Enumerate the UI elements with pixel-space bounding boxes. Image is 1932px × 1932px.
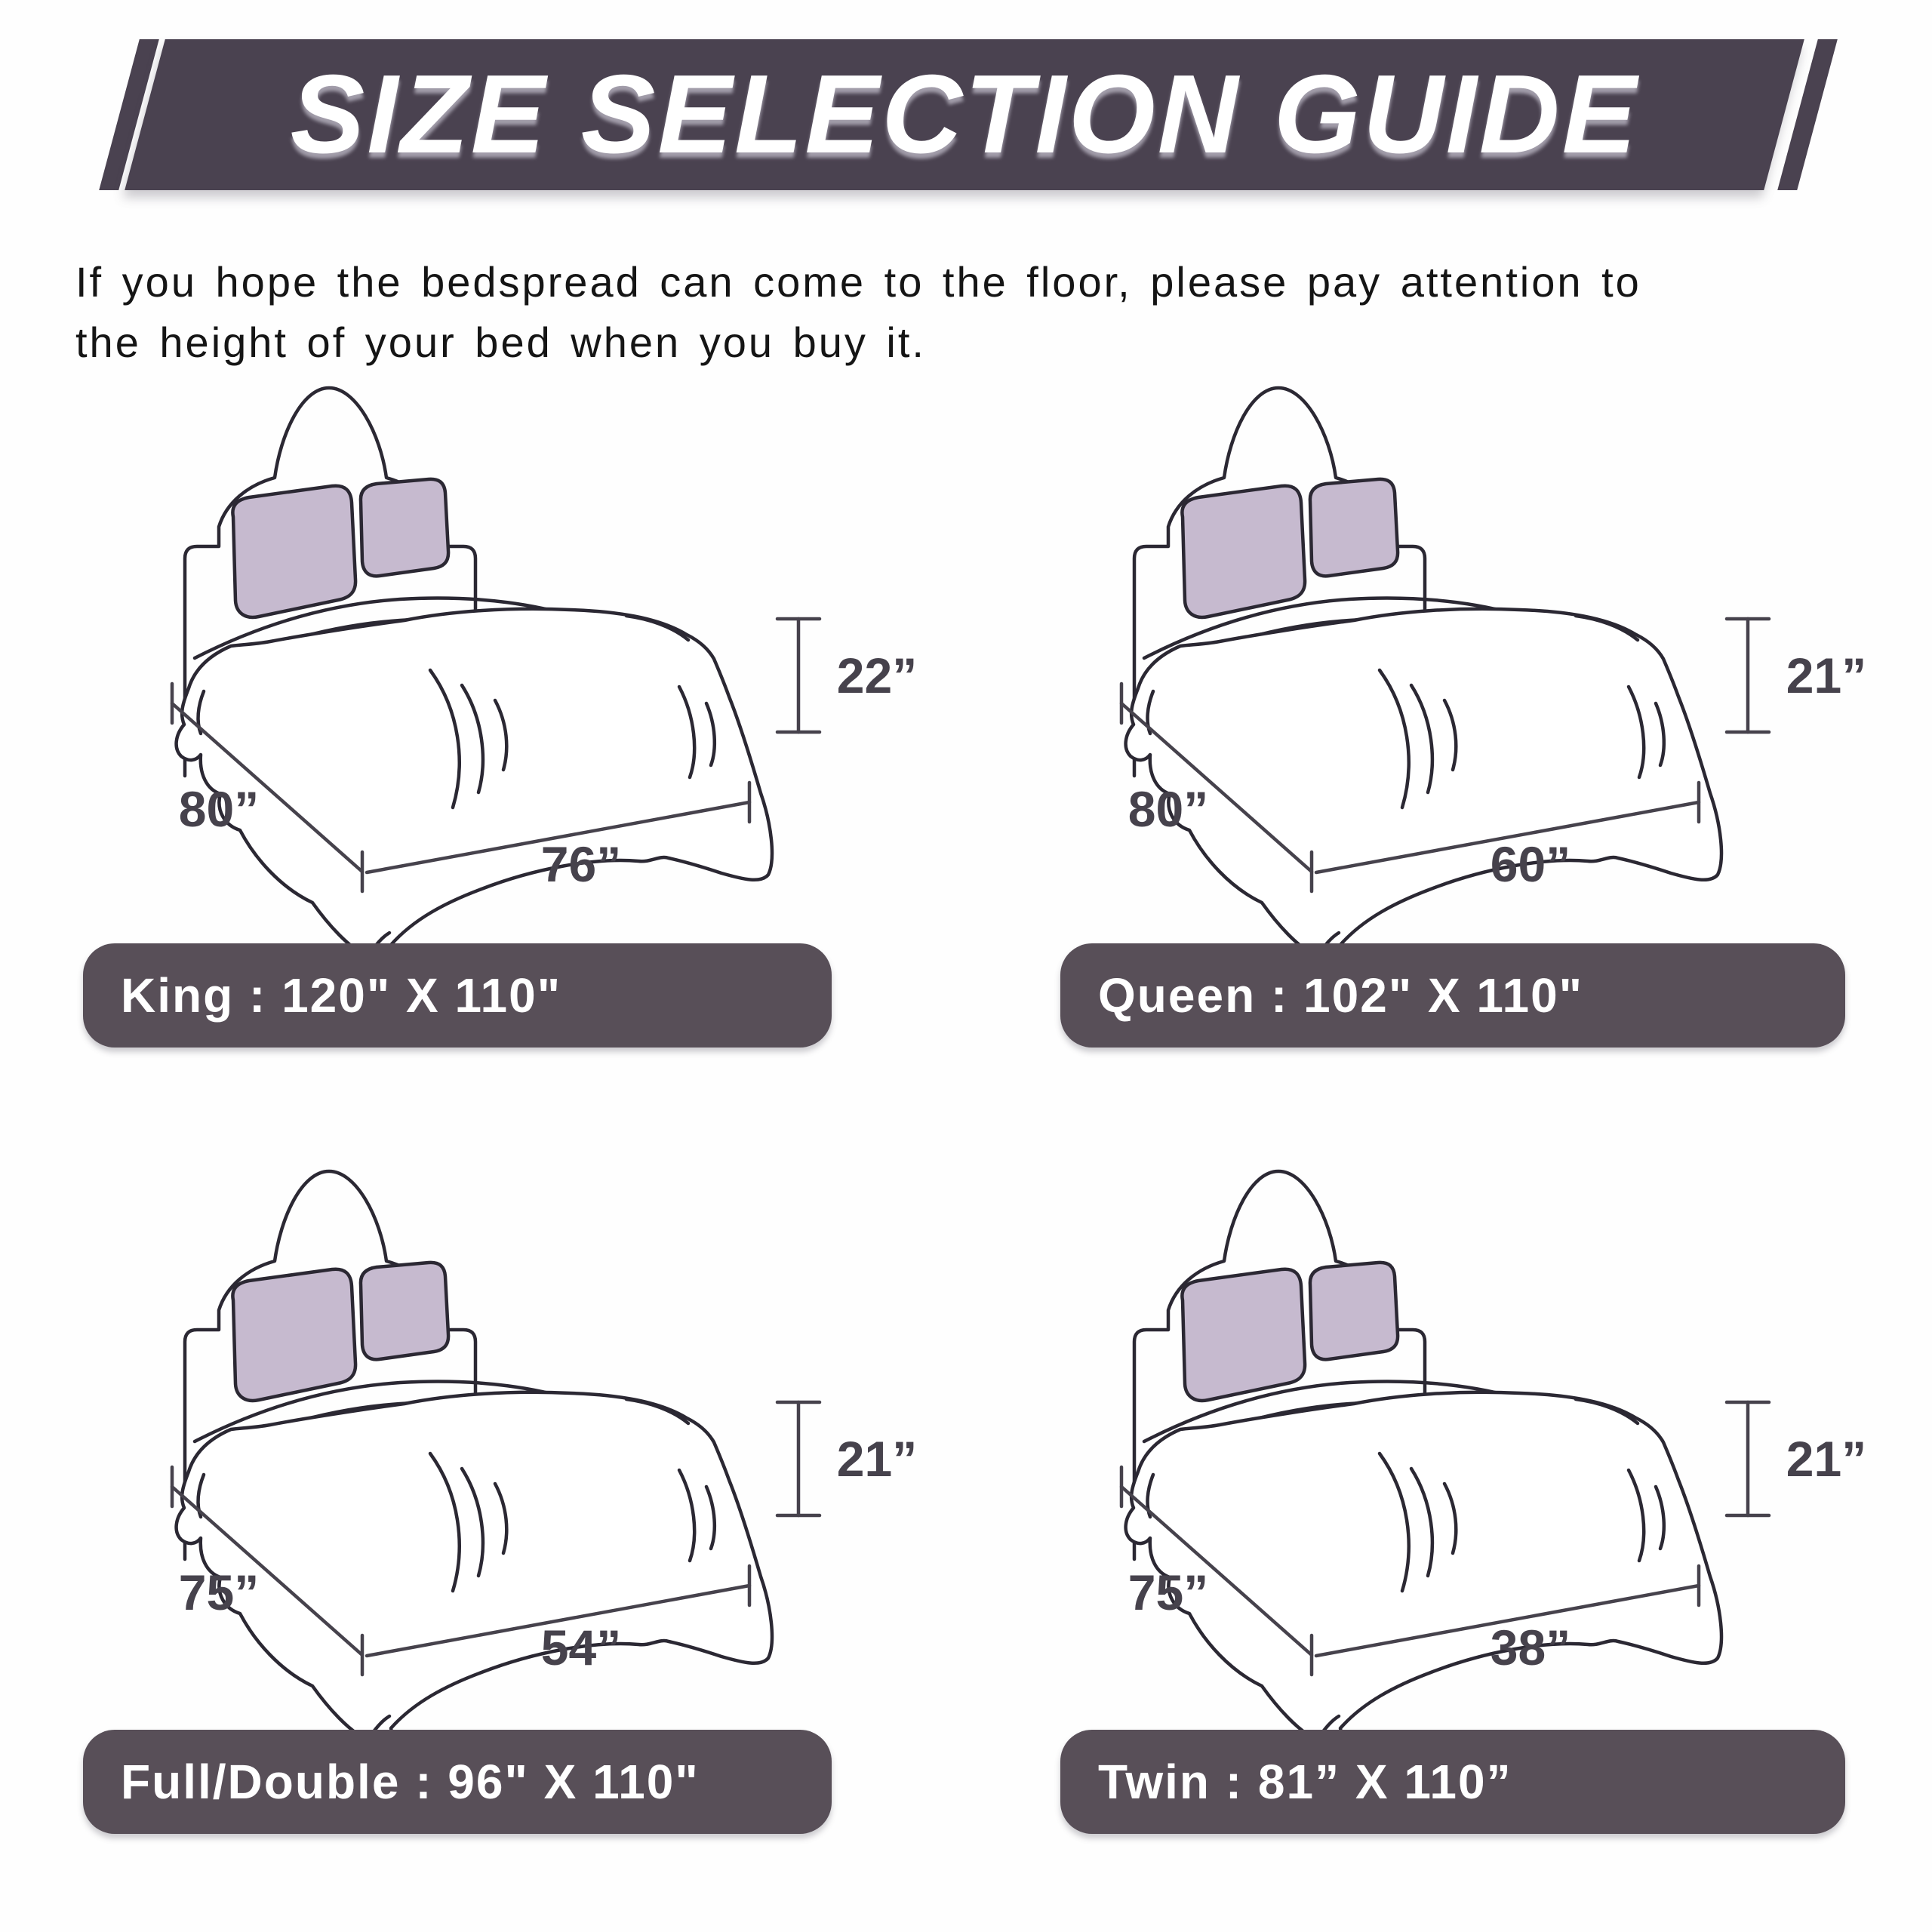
- bed-illustration-king: [75, 362, 943, 966]
- bed-line-art: [1126, 1171, 1721, 1743]
- pillow-left: [1182, 1269, 1305, 1401]
- pillow-right: [361, 479, 448, 576]
- size-label-text: Twin : 81” X 110”: [1098, 1755, 1512, 1809]
- depth-dimension: 75”: [1128, 1564, 1209, 1620]
- size-label-twin: [1060, 1730, 1845, 1834]
- depth-dimension: 80”: [1128, 781, 1209, 837]
- intro-text: [75, 252, 1917, 372]
- depth-dimension: 80”: [178, 781, 260, 837]
- pillow-left: [232, 486, 355, 617]
- bed-illustration-full-double: [75, 1146, 943, 1749]
- size-label-full-double: [83, 1730, 832, 1834]
- width-dimension: 60”: [1490, 836, 1571, 892]
- bed-illustration-queen: [1025, 362, 1893, 966]
- pillow-right: [1310, 479, 1398, 576]
- bed-panel-twin: [1025, 1146, 1893, 1749]
- width-dimension: 76”: [540, 836, 622, 892]
- intro-line-2: the height of your bed when you buy it.: [75, 318, 926, 366]
- size-label-text: Queen : 102" X 110": [1098, 968, 1583, 1023]
- size-label-text: Full/Double : 96" X 110": [121, 1755, 700, 1809]
- size-label-text: King : 120" X 110": [121, 968, 562, 1023]
- page-title: SIZE SELECTION GUIDE: [290, 52, 1639, 177]
- size-label-king: [83, 943, 832, 1048]
- bed-line-art: [1126, 388, 1721, 960]
- pillow-left: [232, 1269, 355, 1401]
- depth-dimension: 75”: [178, 1564, 260, 1620]
- height-dimension: 21”: [1786, 1431, 1867, 1487]
- width-dimension: 54”: [540, 1620, 622, 1675]
- bed-line-art: [177, 388, 772, 960]
- height-dimension: 21”: [1786, 648, 1867, 703]
- bed-line-art: [177, 1171, 772, 1743]
- height-dimension: 21”: [836, 1431, 918, 1487]
- pillow-right: [361, 1263, 448, 1359]
- pillow-right: [1310, 1263, 1398, 1359]
- pillow-left: [1182, 486, 1305, 617]
- bed-illustration-twin: [1025, 1146, 1893, 1749]
- bed-panel-king: [75, 362, 943, 966]
- bed-panel-full-double: [75, 1146, 943, 1749]
- width-dimension: 38”: [1490, 1620, 1571, 1675]
- height-dimension: 22”: [836, 648, 918, 703]
- size-label-queen: [1060, 943, 1845, 1048]
- bed-panel-queen: [1025, 362, 1893, 966]
- intro-line-1: If you hope the bedspread can come to the floor, please pay attention to: [75, 258, 1641, 306]
